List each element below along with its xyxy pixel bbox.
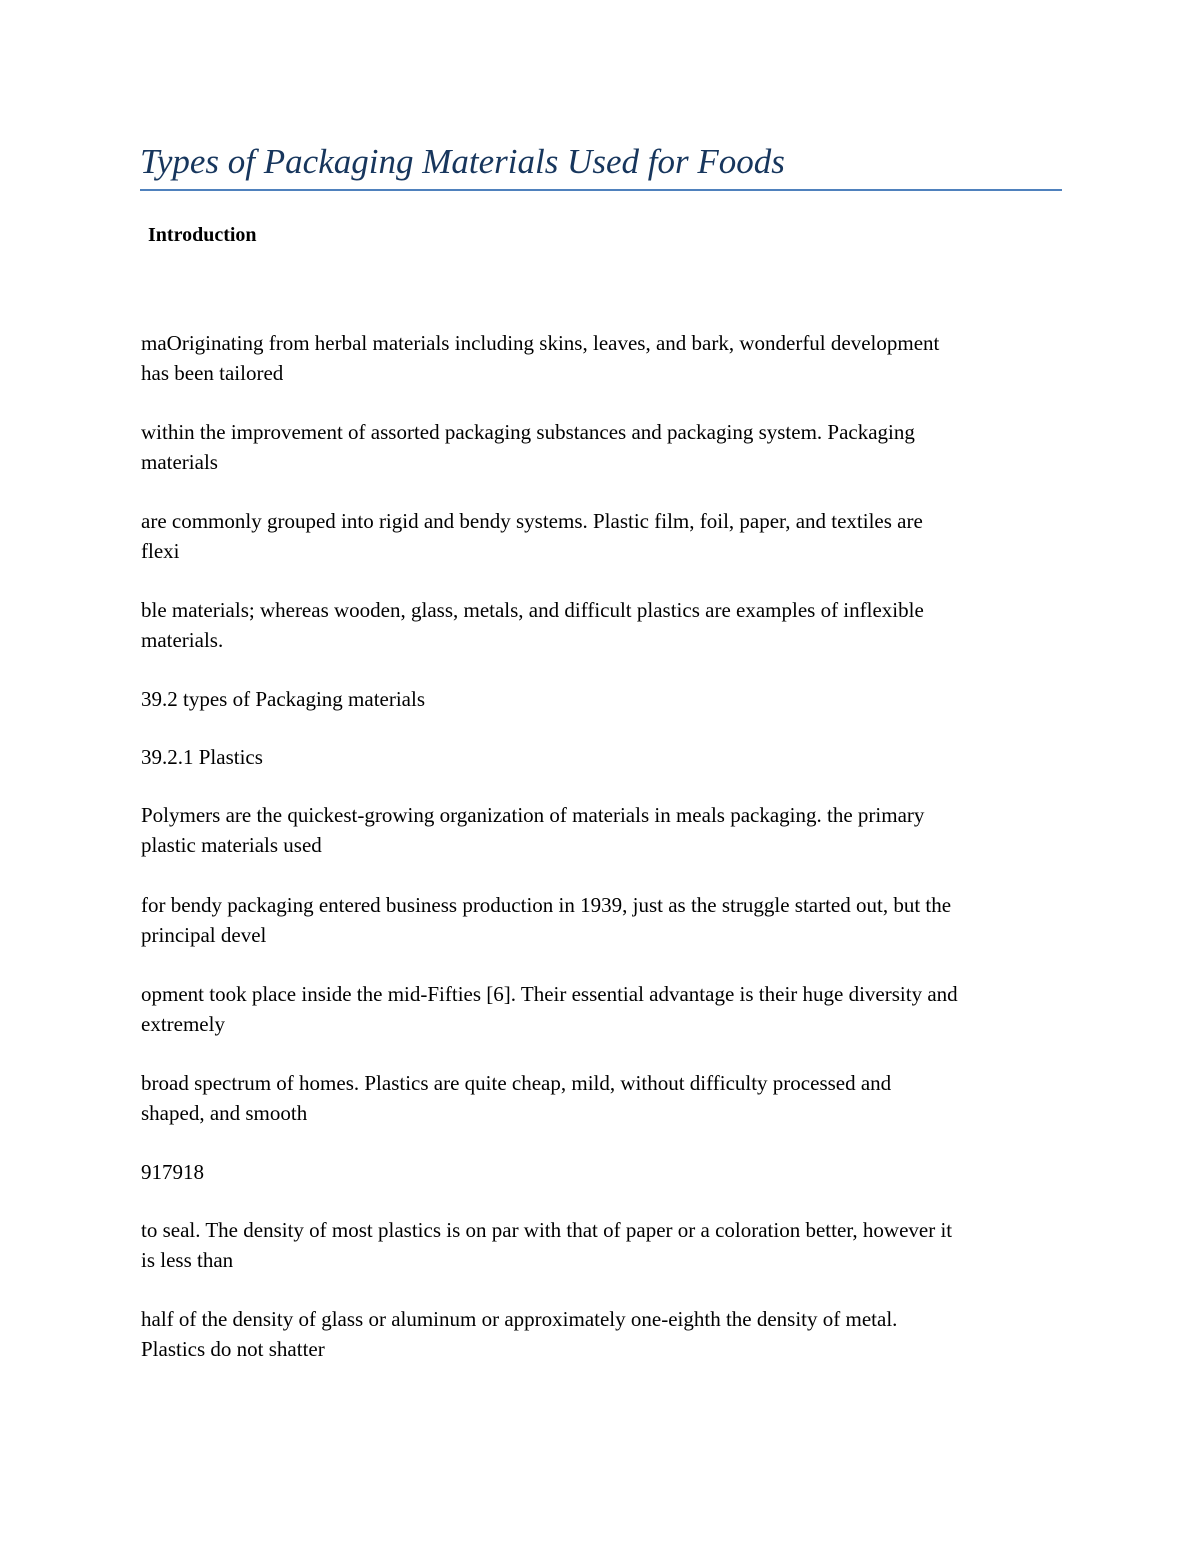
paragraph-line: shaped, and smooth — [141, 1101, 308, 1125]
paragraph — [141, 979, 1066, 1039]
paragraph-line: 917918 — [141, 1160, 204, 1184]
paragraph-line: is less than — [141, 1248, 234, 1272]
paragraph-page-number — [141, 1157, 1066, 1187]
paragraph-line: for bendy packaging entered business production in 1939, just as the struggle started out, but the — [141, 893, 952, 917]
paragraph-line: materials — [141, 450, 218, 474]
paragraph-line: Plastics do not shatter — [141, 1337, 325, 1361]
paragraph-line: has been tailored — [141, 361, 284, 385]
paragraph-line: half of the density of glass or aluminum or approximately one-eighth the density of metal. — [141, 1307, 898, 1331]
paragraph-line: 39.2 types of Packaging materials — [141, 687, 426, 711]
paragraph-line: maOriginating from herbal materials including skins, leaves, and bark, wonderful development — [141, 331, 940, 355]
paragraph-line: to seal. The density of most plastics is on par with that of paper or a coloration better, however it — [141, 1218, 953, 1242]
paragraph-line: Polymers are the quickest-growing organization of materials in meals packaging. the primary — [141, 803, 925, 827]
paragraph — [141, 890, 1066, 950]
paragraph-subsection-number — [141, 742, 1066, 772]
paragraph-line: within the improvement of assorted packaging substances and packaging system. Packaging — [141, 420, 915, 444]
paragraph — [141, 800, 1066, 860]
paragraph — [141, 506, 1066, 566]
paragraph — [141, 1068, 1066, 1128]
paragraph-line: broad spectrum of homes. Plastics are quite cheap, mild, without difficulty processed and — [141, 1071, 892, 1095]
paragraph-line: plastic materials used — [141, 833, 322, 857]
paragraph — [141, 1215, 1066, 1275]
paragraph-line: materials. — [141, 628, 224, 652]
paragraph-line: ble materials; whereas wooden, glass, metals, and difficult plastics are examples of inflexible — [141, 598, 924, 622]
section-heading-introduction: Introduction — [148, 224, 257, 246]
paragraph-line: 39.2.1 Plastics — [141, 745, 263, 769]
paragraph-line: are commonly grouped into rigid and bendy systems. Plastic film, foil, paper, and textiles are — [141, 509, 923, 533]
paragraph — [141, 595, 1066, 655]
paragraph — [141, 1304, 1066, 1364]
paragraph-line: opment took place inside the mid-Fifties [6]. Their essential advantage is their huge diversity and — [141, 982, 958, 1006]
title-underline-rule — [140, 189, 1062, 191]
paragraph-line: principal devel — [141, 923, 267, 947]
document-title: Types of Packaging Materials Used for Foods — [140, 142, 785, 181]
paragraph — [141, 328, 1066, 388]
paragraph-line: flexi — [141, 539, 180, 563]
paragraph-line: extremely — [141, 1012, 225, 1036]
paragraph — [141, 417, 1066, 477]
paragraph-section-number — [141, 684, 1066, 714]
